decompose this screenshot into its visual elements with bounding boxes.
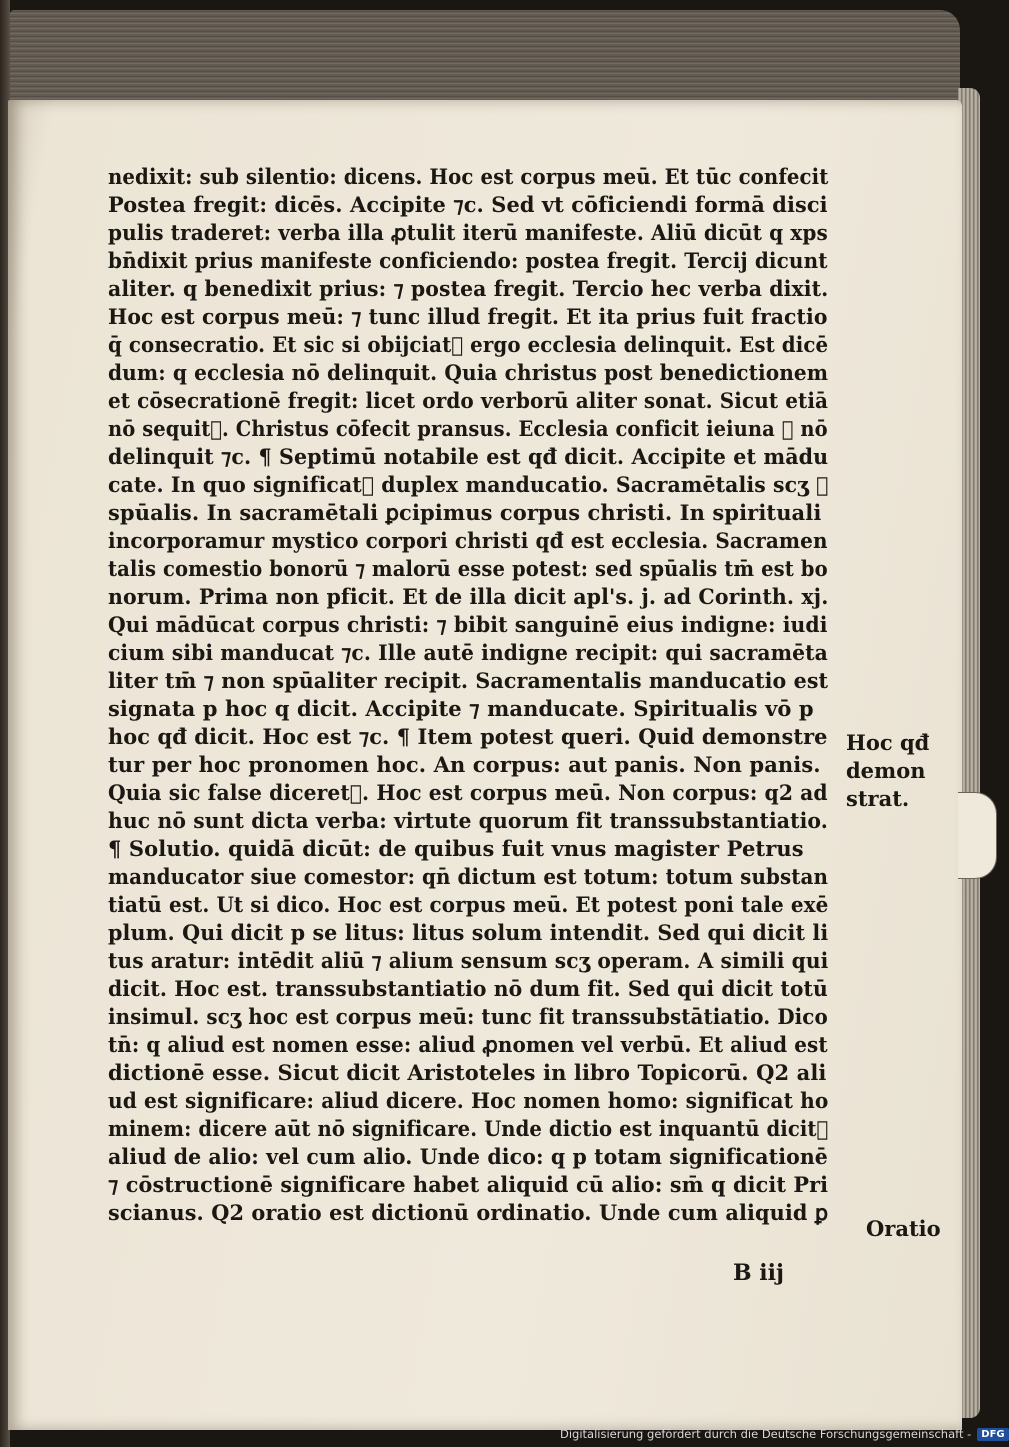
text-line: manducator siue comestor: qn̄ dictum est totum: totum substan <box>108 864 829 889</box>
text-line: pulis traderet: verba illa ꝓtulit iterū manifeste. Aliū dicūt q xps <box>108 220 828 245</box>
page-edges-top <box>10 10 960 105</box>
marginal-note-oratio: Oratio <box>866 1216 941 1241</box>
text-line: Postea fregit: dicēs. Accipite ⁊c. Sed vt cōficiendi formā disci <box>108 192 828 217</box>
text-line: tiatū est. Ut si dico. Hoc est corpus meū. Et potest poni tale exē <box>108 892 829 917</box>
text-line: dum: q ecclesia nō delinquit. Quia christus post benedictionem <box>108 360 829 385</box>
text-line: cate. In quo significat᷑ duplex manducatio. Sacramētalis scʒ ⁊ <box>108 472 829 497</box>
text-line: Quia sic false diceret᷑. Hoc est corpus meū. Non corpus: q2 ad <box>108 780 828 805</box>
text-line: scianus. Q2 oratio est dictionū ordinatio. Unde cum aliquid ꝑ <box>108 1200 829 1225</box>
text-line: tus aratur: intēdit aliū ⁊ alium sensum scʒ operam. A simili qui <box>108 948 829 973</box>
text-line: insimul. scʒ hoc est corpus meū: tunc fit transsubstātiatio. Dico <box>108 1004 828 1029</box>
text-line: liter tm̄ ⁊ non spūaliter recipit. Sacramentalis manducatio est <box>108 668 829 693</box>
text-line: bn̄dixit prius manifeste conficiendo: postea fregit. Tercij dicunt <box>108 248 828 273</box>
text-line: spūalis. In sacramētali ꝑcipimus corpus christi. In spirituali <box>108 500 822 525</box>
text-line: tur per hoc pronomen hoc. An corpus: aut panis. Non panis. <box>108 752 821 777</box>
marginal-note-line: strat. <box>846 786 910 811</box>
text-line: talis comestio bonorū ⁊ malorū esse potest: sed spūalis tm̄ est bo <box>108 556 828 581</box>
text-line: hoc qđ dicit. Hoc est ⁊c. ¶ Item potest queri. Quid demonstre <box>108 724 828 749</box>
text-line: Qui mādūcat corpus christi: ⁊ bibit sanguinē eius indigne: iudi <box>108 612 828 637</box>
thumb-tab <box>958 792 997 879</box>
text-line: aliter. q benedixit prius: ⁊ postea fregit. Tercio hec verba dixit. <box>108 276 829 301</box>
signature-mark: B iij <box>733 1260 784 1286</box>
footer-text: Digitalisierung gefördert durch die Deutsche Forschungsgemeinschaft - <box>560 1427 972 1441</box>
footer-credit <box>560 1424 1009 1444</box>
dfg-logo: DFG <box>977 1428 1008 1441</box>
text-line: nedixit: sub silentio: dicens. Hoc est corpus meū. Et tūc confecit <box>108 164 829 189</box>
text-line: signata p hoc q dicit. Accipite ⁊ manducate. Spiritualis vō p <box>108 696 814 721</box>
text-line: et cōsecrationē fregit: licet ordo verborū aliter sonat. Sicut etiā <box>108 388 829 413</box>
text-line: q̄ consecratio. Et sic si obijciat᷑ ergo ecclesia delinquit. Est dicē <box>108 332 829 357</box>
main-text-block <box>108 163 828 1227</box>
text-line: dictionē esse. Sicut dicit Aristoteles in libro Topicorū. Q2 ali <box>108 1060 827 1085</box>
text-line: minem: dicere aūt nō significare. Unde dictio est inquantū dicit᷑ <box>108 1116 829 1141</box>
marginal-note-hoc <box>846 729 929 813</box>
text-line: dicit. Hoc est. transsubstantiatio nō dum fit. Sed qui dicit totū <box>108 976 828 1001</box>
text-line: Hoc est corpus meū: ⁊ tunc illud fregit. Et ita prius fuit fractio <box>108 304 828 329</box>
text-line: tn̄: q aliud est nomen esse: aliud ꝓnomen vel verbū. Et aliud est <box>108 1032 828 1057</box>
text-line: ¶ Solutio. quidā dicūt: de quibus fuit vnus magister Petrus <box>108 836 804 861</box>
text-line: aliud de alio: vel cum alio. Unde dico: q p totam significationē <box>108 1144 828 1169</box>
text-line: huc nō sunt dicta verba: virtute quorum fit transsubstantiatio. <box>108 808 828 833</box>
text-line: nō sequit᷑. Christus cōfecit pransus. Ecclesia conficit ieiuna ⁊ nō <box>108 416 828 441</box>
text-line: norum. Prima non pficit. Et de illa dicit apl's. j. ad Corinth. xj. <box>108 584 829 609</box>
text-line: plum. Qui dicit p se litus: litus solum intendit. Sed qui dicit li <box>108 920 829 945</box>
text-line: cium sibi manducat ⁊c. Ille autē indigne recipit: qui sacramēta <box>108 640 828 665</box>
text-line: incorporamur mystico corpori christi qđ est ecclesia. Sacramen <box>108 528 828 553</box>
text-line: ⁊ cōstructionē significare habet aliquid cū alio: sm̄ q dicit Pri <box>108 1172 829 1197</box>
text-line: delinquit ⁊c. ¶ Septimū notabile est qđ dicit. Accipite et mādu <box>108 444 829 469</box>
marginal-note-line: Hoc qđ <box>846 730 930 755</box>
text-line: ud est significare: aliud dicere. Hoc nomen homo: significat ho <box>108 1088 829 1113</box>
marginal-note-line: demon <box>846 758 926 783</box>
